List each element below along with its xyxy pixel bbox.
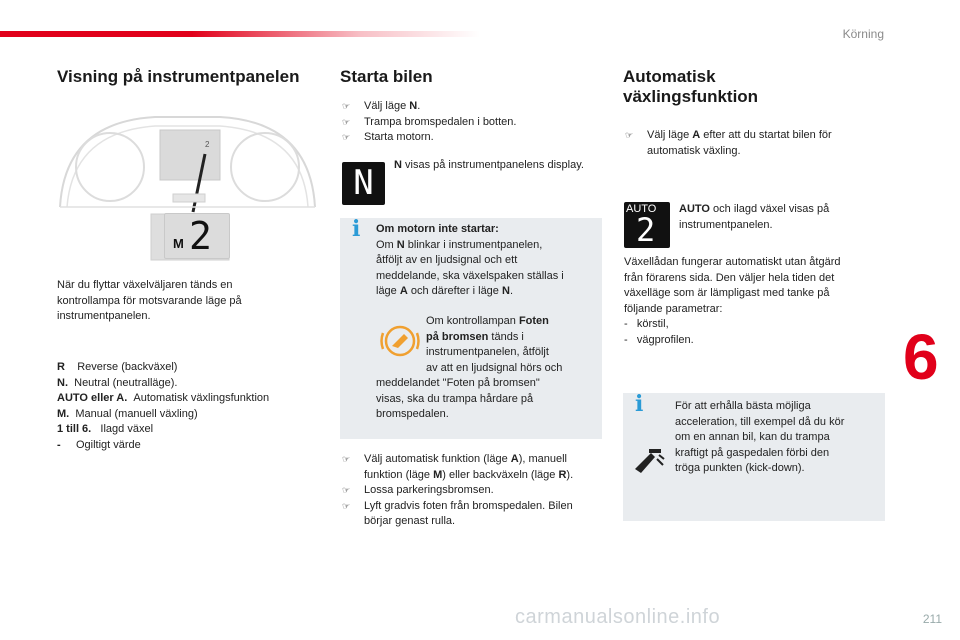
legend-value: Ilagd växel xyxy=(100,423,154,435)
auto-note-bold: AUTO xyxy=(679,203,710,215)
legend-key: R xyxy=(57,361,65,373)
step-text: ) eller backväxeln (läge xyxy=(442,468,559,481)
legend-value: Reverse (backväxel) xyxy=(77,361,178,373)
n-note-text: visas på instrumentpanelens display. xyxy=(401,159,584,171)
svg-text:2: 2 xyxy=(205,140,210,149)
tip-line: kraftigt på gaspedalen förbi den xyxy=(675,446,830,459)
lamp-line: visas, ska du trampa hårdare på xyxy=(376,392,534,405)
tip-line: acceleration, till exempel då du kör xyxy=(675,415,845,428)
infobox-line: blinkar i instrumentpanelen, xyxy=(404,238,543,251)
tip-line: För att erhålla bästa möjliga xyxy=(675,400,811,412)
legend-row xyxy=(57,360,317,376)
para-line: växelläge som är lämpligast med tanke på xyxy=(624,287,830,299)
col3-title-line2: växlingsfunktion xyxy=(623,87,759,106)
kickdown-pedal-icon xyxy=(631,445,665,475)
display-gear-digit: 2 xyxy=(189,214,212,258)
legend-row xyxy=(57,391,317,407)
auto-note-text: och ilagd växel visas på xyxy=(709,203,830,215)
lamp-line: bromspedalen. xyxy=(376,408,449,420)
auto-display-note xyxy=(679,202,869,233)
step-bold: A xyxy=(692,129,701,141)
step-text: Lyft gradvis foten från bromspedalen. Bilen xyxy=(364,499,573,512)
param-text: körstil, xyxy=(636,318,669,330)
legend-value: Ogiltigt värde xyxy=(75,438,141,451)
tip-line: om en annan bil, kan du trampa xyxy=(675,431,830,443)
infobox-line: och därefter i läge xyxy=(407,285,502,297)
step-bold: R xyxy=(558,468,567,481)
para-line: Växellådan fungerar automatiskt utan åtgärd xyxy=(624,256,841,268)
infobox-line: läge xyxy=(376,285,400,297)
infobox-line: . xyxy=(509,285,513,297)
step-item xyxy=(342,452,604,483)
lamp-text-right xyxy=(426,314,596,376)
infobox-heading: Om motorn inte startar: xyxy=(376,223,499,235)
kickdown-tip-infobox xyxy=(623,393,885,521)
arrow-bullet-icon: ☞ xyxy=(342,485,351,495)
step-text: Välj läge xyxy=(647,129,693,141)
infobox-bold: N xyxy=(396,238,405,251)
chapter-number: 6 xyxy=(903,321,939,393)
lamp-line: av att en ljudsignal hörs och xyxy=(426,361,563,374)
lamp-bold: på bromsen xyxy=(426,330,489,343)
lamp-line: instrumentpanelen, åtföljt xyxy=(426,346,549,358)
legend-row xyxy=(57,407,317,423)
step-text: Välj läge xyxy=(364,100,410,112)
step-bold: N xyxy=(409,100,418,112)
auto-display-label: AUTO xyxy=(626,203,657,215)
step-item xyxy=(342,115,602,131)
auto-note-text: instrumentpanelen. xyxy=(679,218,773,231)
arrow-bullet-icon: ☞ xyxy=(342,500,351,511)
step-bold: M xyxy=(433,468,443,481)
lamp-line: Om kontrollampan xyxy=(426,315,519,327)
legend-row xyxy=(57,438,317,454)
step-text: Starta motorn. xyxy=(364,131,434,143)
col3-title xyxy=(623,67,758,107)
col1-title: Visning på instrumentpanelen xyxy=(57,67,300,86)
lamp-line: tänds i xyxy=(488,330,524,343)
step-text: Trampa bromspedalen i botten. xyxy=(364,115,517,128)
step-text: Välj automatisk funktion (läge xyxy=(364,453,511,465)
lamp-bold: Foten xyxy=(518,315,549,327)
step-text: automatisk växling. xyxy=(647,144,741,157)
n-display-note xyxy=(394,158,584,174)
infobox-bold: N xyxy=(501,285,510,297)
header-accent-bar xyxy=(0,31,480,37)
start-steps xyxy=(342,99,602,146)
infobox-line: meddelande, ska växelspaken ställas i xyxy=(376,269,564,282)
section-title: Körning xyxy=(842,27,884,41)
display-mode-letter: M xyxy=(173,236,184,251)
arrow-bullet-icon: ☞ xyxy=(625,130,634,140)
legend-key: N. xyxy=(57,376,68,389)
n-display-letter: N xyxy=(353,163,374,203)
infobox-bold: A xyxy=(399,285,408,297)
legend-key: - xyxy=(57,438,61,451)
n-note-bold: N xyxy=(394,159,402,171)
legend-value: Automatisk växlingsfunktion xyxy=(133,392,270,404)
param-item: - körstil, xyxy=(624,318,669,330)
page-number: 211 xyxy=(922,612,942,626)
step-item xyxy=(342,99,602,115)
arrow-bullet-icon: ☞ xyxy=(342,116,351,127)
legend-value: Neutral (neutralläge). xyxy=(74,376,178,389)
gear-display-closeup xyxy=(164,213,230,259)
arrow-bullet-icon: ☞ xyxy=(342,101,351,111)
step-item xyxy=(342,483,604,499)
lamp-line: meddelandet "Foten på bromsen" xyxy=(376,377,540,389)
legend-row xyxy=(57,422,317,438)
arrow-bullet-icon: ☞ xyxy=(342,132,351,142)
tip-text xyxy=(675,399,880,477)
watermark: carmanualsonline.info xyxy=(515,606,721,628)
step-text: börjar genast rulla. xyxy=(364,515,456,527)
gear-legend xyxy=(57,360,317,453)
arrow-bullet-icon: ☞ xyxy=(342,454,351,464)
step-text: efter att du startat bilen för xyxy=(700,129,832,141)
lamp-text-bottom xyxy=(376,376,598,423)
col3-paragraph xyxy=(624,255,884,348)
infobox-line: åtföljt av en ljudsignal och ett xyxy=(376,254,518,266)
n-display-icon xyxy=(342,162,385,205)
step-item xyxy=(342,499,604,530)
para-line: från förarens sida. Den väljer hela tiden det xyxy=(624,271,835,284)
info-icon: i xyxy=(635,391,644,417)
step-bold: A xyxy=(510,453,519,465)
start-steps-2 xyxy=(342,452,604,530)
param-text: vägprofilen. xyxy=(636,333,694,346)
param-item: - vägprofilen. xyxy=(624,333,694,346)
legend-row xyxy=(57,376,317,392)
step-item xyxy=(342,130,602,146)
auto-display-digit: 2 xyxy=(636,211,656,249)
legend-key: AUTO eller A. xyxy=(57,392,128,404)
step-text: Lossa parkeringsbromsen. xyxy=(364,484,494,496)
auto-display-icon xyxy=(624,202,670,248)
info-icon: i xyxy=(352,216,361,242)
foot-on-brake-icon xyxy=(380,324,420,358)
legend-key: M. xyxy=(57,407,70,420)
infobox-line: Om xyxy=(376,238,397,251)
legend-value: Manual (manuell växling) xyxy=(75,407,198,420)
tip-line: tröga punkten (kick-down). xyxy=(675,462,805,474)
step-text: ), manuell xyxy=(518,453,567,465)
col2-title: Starta bilen xyxy=(340,67,433,86)
legend-key: 1 till 6. xyxy=(57,423,92,435)
engine-not-starting-infobox xyxy=(340,218,602,439)
para-line: följande parametrar: xyxy=(624,302,723,315)
infobox-text xyxy=(376,222,600,300)
col3-title-line1: Automatisk xyxy=(623,67,716,86)
step-text: funktion (läge xyxy=(364,468,434,481)
step-text: ). xyxy=(566,468,574,481)
step-text-end: . xyxy=(417,100,421,112)
col1-paragraph: När du flyttar växelväljaren tänds en kontrollampa för motsvarande läge på instrumentpanelen. xyxy=(57,279,242,322)
auto-step xyxy=(625,128,875,159)
